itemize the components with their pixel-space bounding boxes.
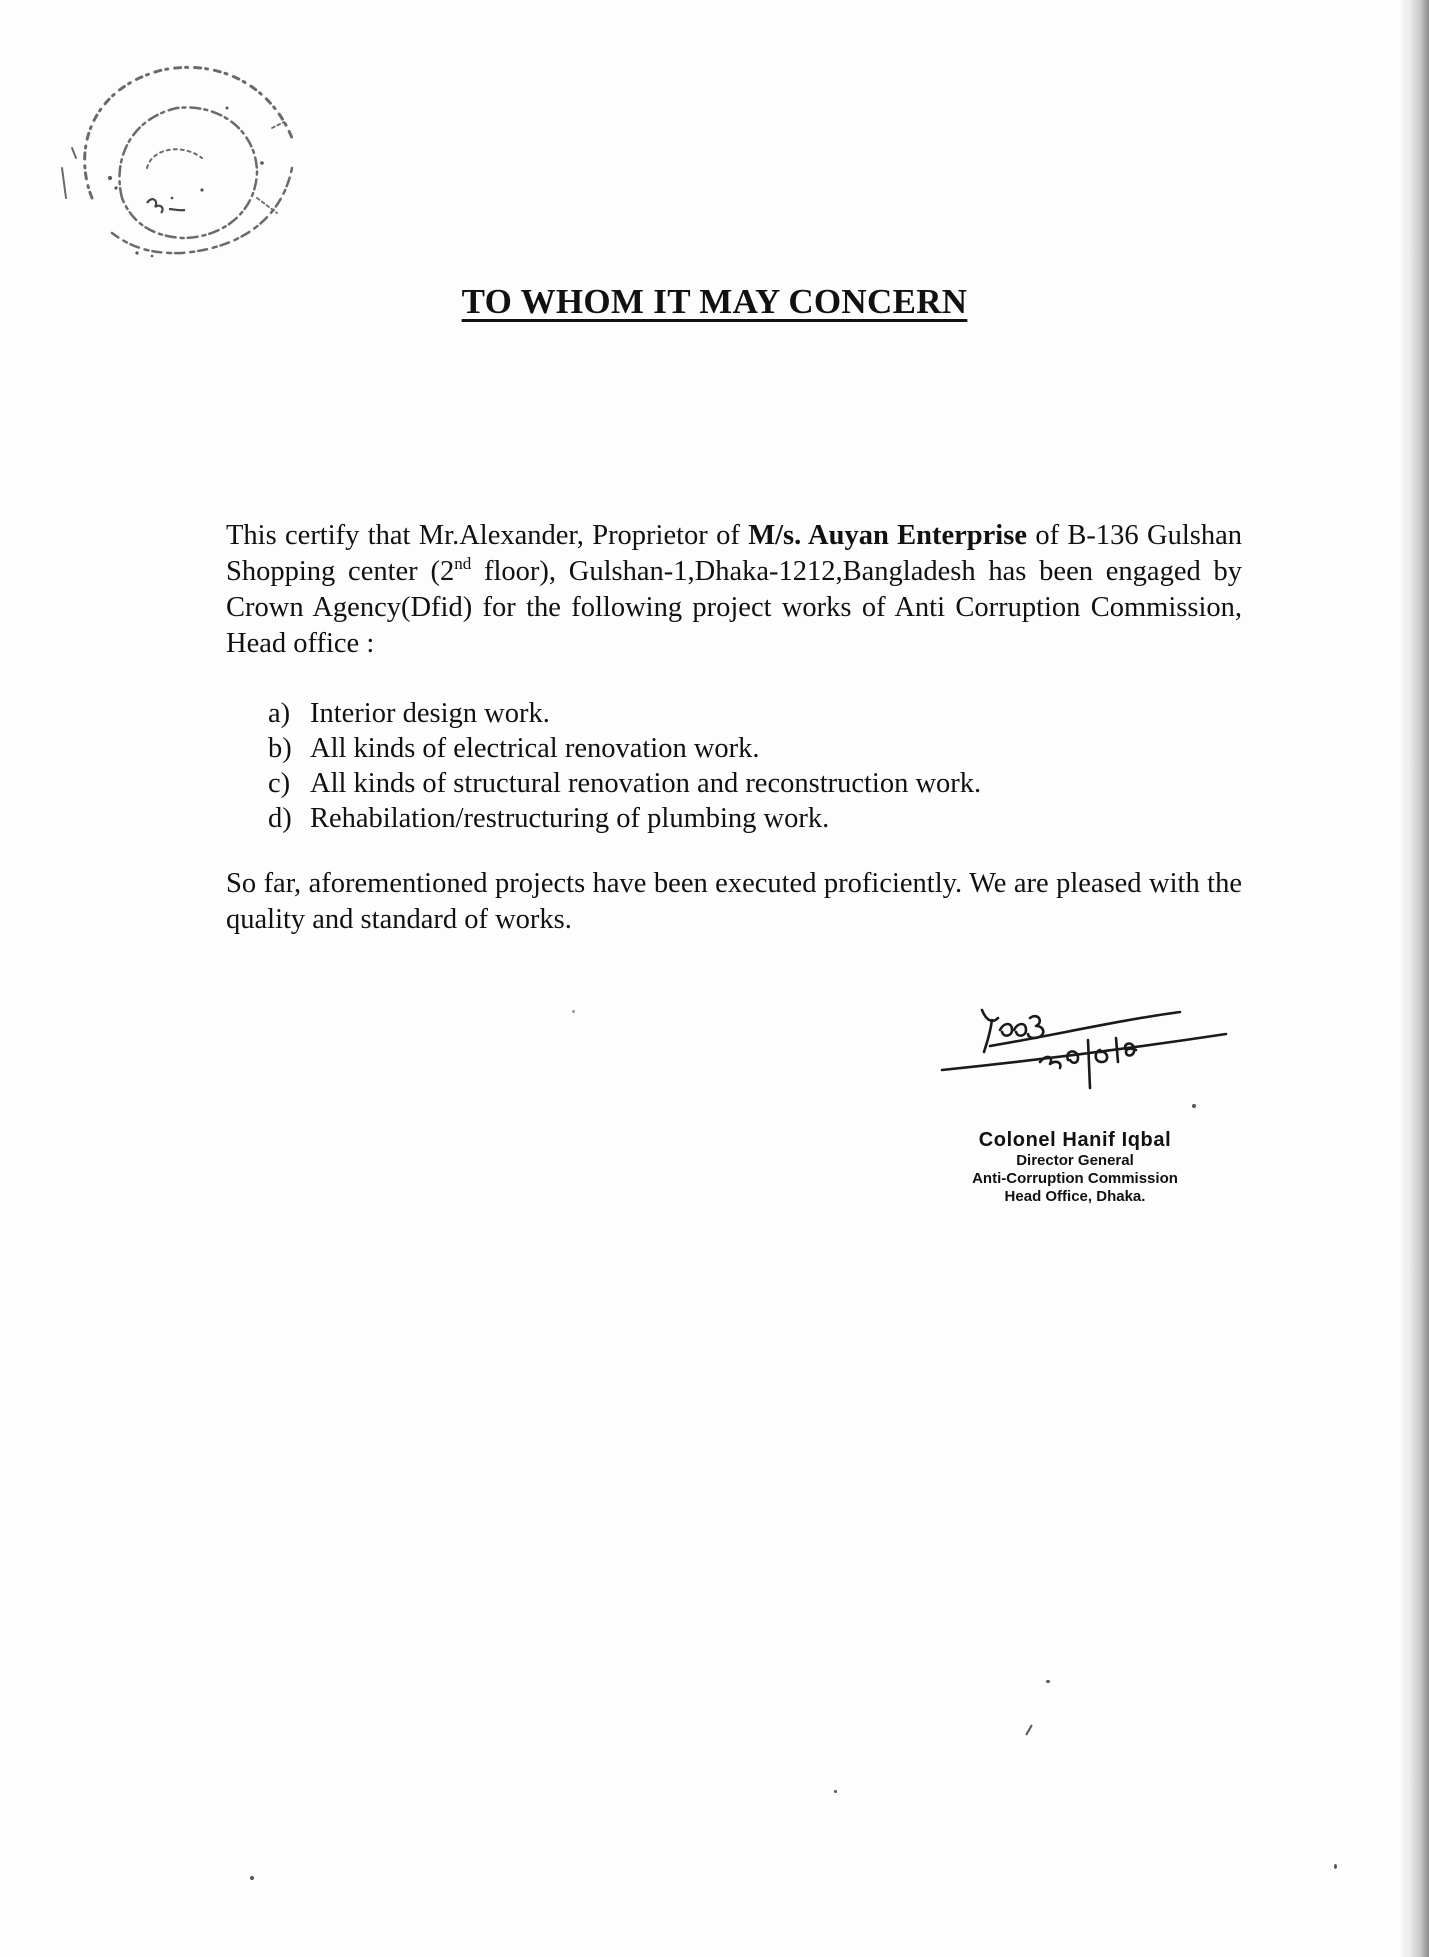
scan-speck [572,1010,575,1013]
closing-paragraph: So far, aforementioned projects have been executed proficiently. We are pleased with the quality and standard of works. [226,868,1242,935]
signatory-designation: Director General [1016,1152,1134,1169]
scan-speck [1025,1724,1033,1735]
body-text-part2: of B-136 Gulshan Shopping center (2 [226,520,1242,587]
list-item-text: Interior design work. [310,698,550,729]
round-seal-stamp [52,48,312,268]
signatory-block [930,1128,1220,1206]
body-text-part3: floor), Gulshan-1,Dhaka-1212,Bangladesh has been engaged by Crown Agency(Dfid) for the following project works of Anti Corruption Commission, Head office : [226,556,1243,659]
signatory-office: Head Office, Dhaka. [1004,1188,1146,1205]
list-item-text: Rehabilation/restructuring of plumbing work. [310,803,830,834]
certification-paragraph [226,518,1242,662]
document-title: TO WHOM IT MAY CONCERN [461,282,968,321]
scan-speck [1334,1864,1337,1869]
list-item [268,696,981,731]
list-marker: d) [268,803,292,834]
signatory-organization: Anti-Corruption Commission [972,1170,1178,1187]
list-marker: b) [268,733,292,764]
list-marker: a) [268,698,291,729]
scan-speck [250,1876,254,1880]
list-marker: c) [268,768,291,799]
signatory-name: Colonel Hanif Iqbal [978,1129,1172,1151]
scan-speck [1046,1680,1050,1683]
company-name: M/s. Auyan Enterprise [748,520,1027,551]
list-item [268,731,981,766]
list-item [268,801,981,836]
body-text-part1: This certify that Mr.Alexander, Proprietor of [226,520,749,551]
handwritten-signature [940,990,1230,1100]
ordinal-suffix: nd [454,554,472,573]
list-item-text: All kinds of electrical renovation work. [310,733,760,764]
scan-speck [1192,1104,1196,1108]
works-list [268,696,981,836]
list-item [268,766,981,801]
list-item-text: All kinds of structural renovation and reconstruction work. [310,768,982,799]
scan-speck [834,1790,837,1793]
